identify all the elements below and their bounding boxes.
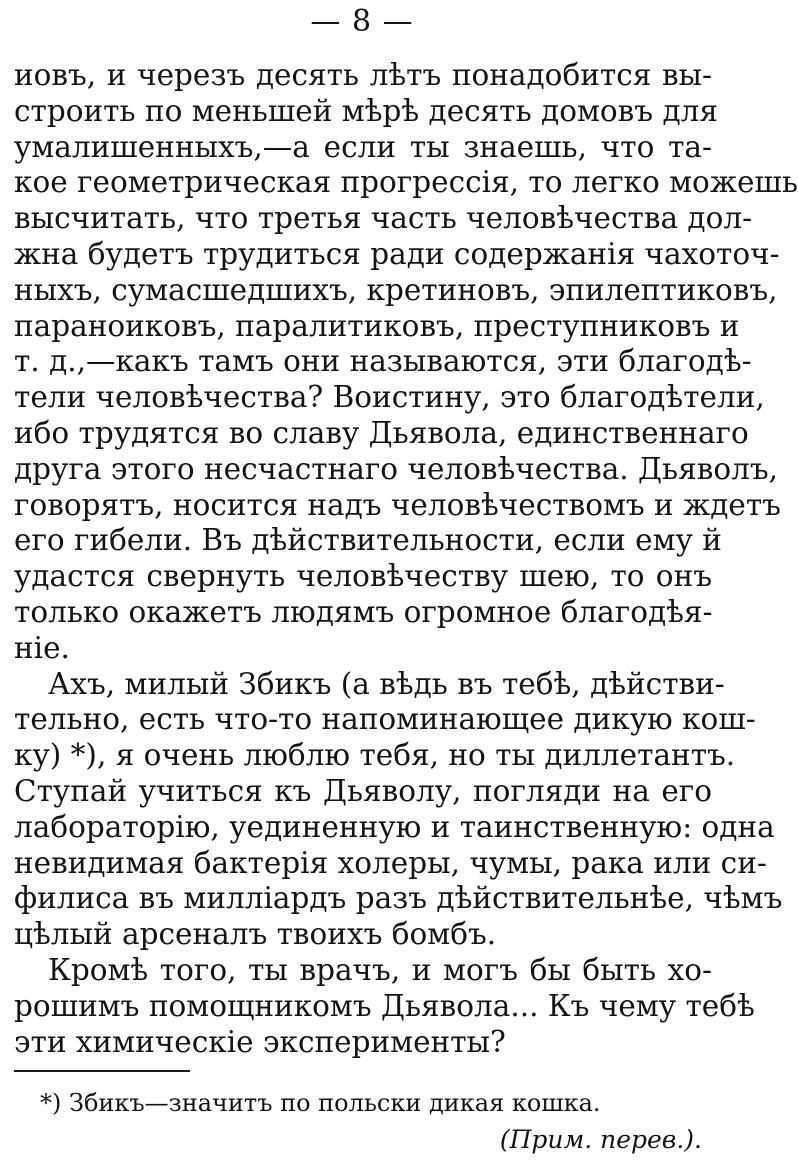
text-line: друга этого несчастнаго человѣчества. Дьяволъ, [14,451,778,486]
text-line: говорятъ, носится надъ человѣчествомъ и ждетъ [14,487,781,522]
text-line: его гибели. Въ дѣйствительности, если ему й [14,523,722,558]
text-line: ибо трудятся во славу Дьявола, единственнаго [14,415,749,450]
text-line: рошимъ помощникомъ Дьявола... Къ чему тебѣ [14,988,755,1023]
footnote-divider [14,1070,190,1072]
page-number: — 8 — [310,4,414,39]
text-line: цѣлый арсеналъ твоихъ бомбъ. [14,917,497,952]
text-line: ку) *), я очень люблю тебя, но ты диллетантъ. [14,738,736,773]
text-line: тельно, есть что-то напоминающее дикую кош- [14,702,756,737]
text-line: филиса въ милліардъ разъ дѣйствительнѣе, чѣмъ [14,881,783,916]
body-text [14,58,798,1060]
text-line: невидимая бактерія холеры, чумы, рака или си- [14,845,767,880]
text-line: Кромѣ того, ты врачъ, и могъ бы быть хо- [48,952,712,987]
text-line: параноиковъ, паралитиковъ, преступниковъ и [14,308,740,343]
text-line: иовъ, и черезъ десять лѣтъ понадобится вы- [14,58,712,92]
text-line: высчитать, что третья часть человѣчества дол- [14,201,753,236]
footnote-text: *) Збикъ—значитъ по польски дикая кошка. [40,1089,601,1117]
text-line: строить по меньшей мѣрѣ десять домовъ для [14,93,718,128]
paragraph [14,952,755,1060]
text-line: эти химическіе эксперименты? [14,1024,506,1059]
text-line: ніе. [14,630,70,665]
paragraph [14,666,783,953]
footnote-attribution: (Прим. перев.). [499,1125,702,1154]
paragraph [14,58,798,667]
text-line: т. д.,—какъ тамъ они называются, эти благодѣ- [14,344,752,379]
text-line: жна будетъ трудиться ради содержанія чахоточ- [14,236,780,271]
text-line: удастся свернуть человѣчеству шею, то онъ [14,559,712,594]
text-line: Ступай учиться къ Дьяволу, погляди на его [14,773,712,808]
text-line: тели человѣчества? Воистину, это благодѣтели, [14,380,765,415]
text-line: Ахъ, милый Збикъ (а вѣдь въ тебѣ, дѣйстви- [48,666,725,701]
text-line: лабораторію, уединенную и таинственную: одна [14,809,775,844]
text-line: ныхъ, сумасшедшихъ, кретиновъ, эпилептиковъ, [14,272,778,307]
text-line: умалишенныхъ,—а если ты знаешь, что та- [14,129,712,164]
text-line: только окажетъ людямъ огромное благодѣя- [14,594,713,629]
text-line: кое геометрическая прогрессія, то легко можешь [14,165,798,200]
